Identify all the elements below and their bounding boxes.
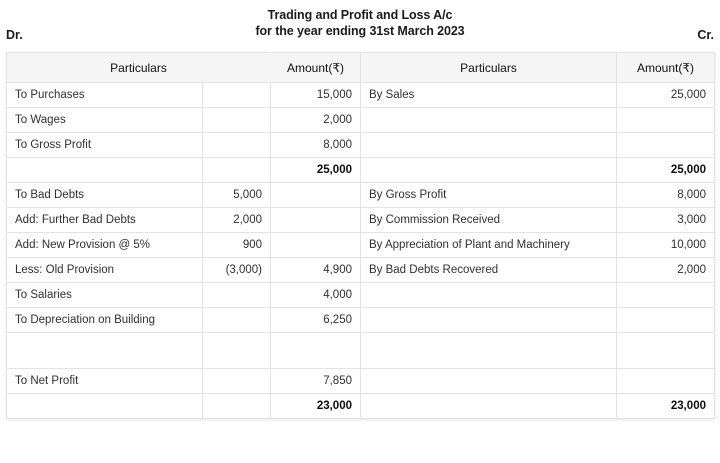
table-row [7, 83, 715, 108]
profit-loss-total-row [7, 394, 715, 419]
debit-sub-amount [203, 308, 271, 333]
total-label-spacer [7, 394, 203, 419]
debit-particular: To Purchases [7, 83, 203, 108]
credit-side-label: Cr. [697, 28, 714, 42]
credit-particular: By Bad Debts Recovered [361, 258, 617, 283]
credit-particular [361, 133, 617, 158]
table-row [7, 283, 715, 308]
table-row [7, 308, 715, 333]
credit-particular: By Appreciation of Plant and Machinery [361, 233, 617, 258]
credit-amount: 3,000 [617, 208, 715, 233]
credit-particular [361, 283, 617, 308]
column-header-particulars-debit: Particulars [7, 53, 271, 83]
debit-particular: To Bad Debts [7, 183, 203, 208]
debit-particular [7, 333, 203, 369]
debit-sub-amount: 900 [203, 233, 271, 258]
debit-amount: 4,000 [271, 283, 361, 308]
profit-loss-total-debit: 23,000 [271, 394, 361, 419]
debit-sub-amount [203, 369, 271, 394]
debit-amount: 7,850 [271, 369, 361, 394]
debit-amount: 4,900 [271, 258, 361, 283]
total-credit-spacer [361, 158, 617, 183]
credit-amount [617, 108, 715, 133]
column-header-particulars-credit: Particulars [361, 53, 617, 83]
debit-amount [271, 183, 361, 208]
debit-side-label: Dr. [6, 28, 23, 42]
debit-particular: To Depreciation on Building [7, 308, 203, 333]
debit-amount [271, 333, 361, 369]
total-sub-spacer [203, 158, 271, 183]
debit-amount: 2,000 [271, 108, 361, 133]
debit-sub-amount [203, 108, 271, 133]
debit-amount: 6,250 [271, 308, 361, 333]
column-header-amount-credit: Amount(₹) [617, 53, 715, 83]
debit-particular: To Gross Profit [7, 133, 203, 158]
profit-loss-account-body [7, 183, 715, 419]
header-row [7, 53, 715, 83]
credit-particular [361, 333, 617, 369]
table-row [7, 369, 715, 394]
table-row [7, 133, 715, 158]
credit-amount [617, 369, 715, 394]
total-credit-spacer [361, 394, 617, 419]
table-row [7, 233, 715, 258]
debit-sub-amount [203, 283, 271, 308]
title-line-2: for the year ending 31st March 2023 [255, 24, 465, 38]
debit-particular: To Salaries [7, 283, 203, 308]
trading-total-debit: 25,000 [271, 158, 361, 183]
credit-particular: By Gross Profit [361, 183, 617, 208]
credit-amount [617, 333, 715, 369]
table-row [7, 183, 715, 208]
credit-amount: 8,000 [617, 183, 715, 208]
total-sub-spacer [203, 394, 271, 419]
debit-sub-amount: 5,000 [203, 183, 271, 208]
debit-sub-amount: 2,000 [203, 208, 271, 233]
credit-amount: 25,000 [617, 83, 715, 108]
credit-particular: By Sales [361, 83, 617, 108]
credit-particular [361, 369, 617, 394]
debit-amount: 15,000 [271, 83, 361, 108]
page-heading [0, 0, 720, 52]
debit-particular: To Wages [7, 108, 203, 133]
credit-amount: 2,000 [617, 258, 715, 283]
page-title [0, 7, 720, 39]
debit-particular: To Net Profit [7, 369, 203, 394]
trading-account-body [7, 83, 715, 183]
debit-sub-amount [203, 333, 271, 369]
credit-amount: 10,000 [617, 233, 715, 258]
debit-particular: Add: New Provision @ 5% [7, 233, 203, 258]
debit-sub-amount [203, 133, 271, 158]
debit-particular: Less: Old Provision [7, 258, 203, 283]
table-header [7, 53, 715, 83]
trading-account-total-row [7, 158, 715, 183]
credit-amount [617, 308, 715, 333]
table-row [7, 258, 715, 283]
profit-loss-total-credit: 23,000 [617, 394, 715, 419]
trading-and-profit-loss-table [6, 52, 715, 419]
debit-amount: 8,000 [271, 133, 361, 158]
credit-particular [361, 108, 617, 133]
total-label-spacer [7, 158, 203, 183]
credit-particular: By Commission Received [361, 208, 617, 233]
credit-amount [617, 283, 715, 308]
title-line-1: Trading and Profit and Loss A/c [267, 8, 453, 22]
debit-sub-amount: (3,000) [203, 258, 271, 283]
trading-total-credit: 25,000 [617, 158, 715, 183]
credit-amount [617, 133, 715, 158]
table-row [7, 208, 715, 233]
column-header-amount-debit: Amount(₹) [271, 53, 361, 83]
credit-particular [361, 308, 617, 333]
debit-amount [271, 208, 361, 233]
table-row [7, 108, 715, 133]
table-row [7, 333, 715, 369]
debit-amount [271, 233, 361, 258]
debit-particular: Add: Further Bad Debts [7, 208, 203, 233]
debit-sub-amount [203, 83, 271, 108]
